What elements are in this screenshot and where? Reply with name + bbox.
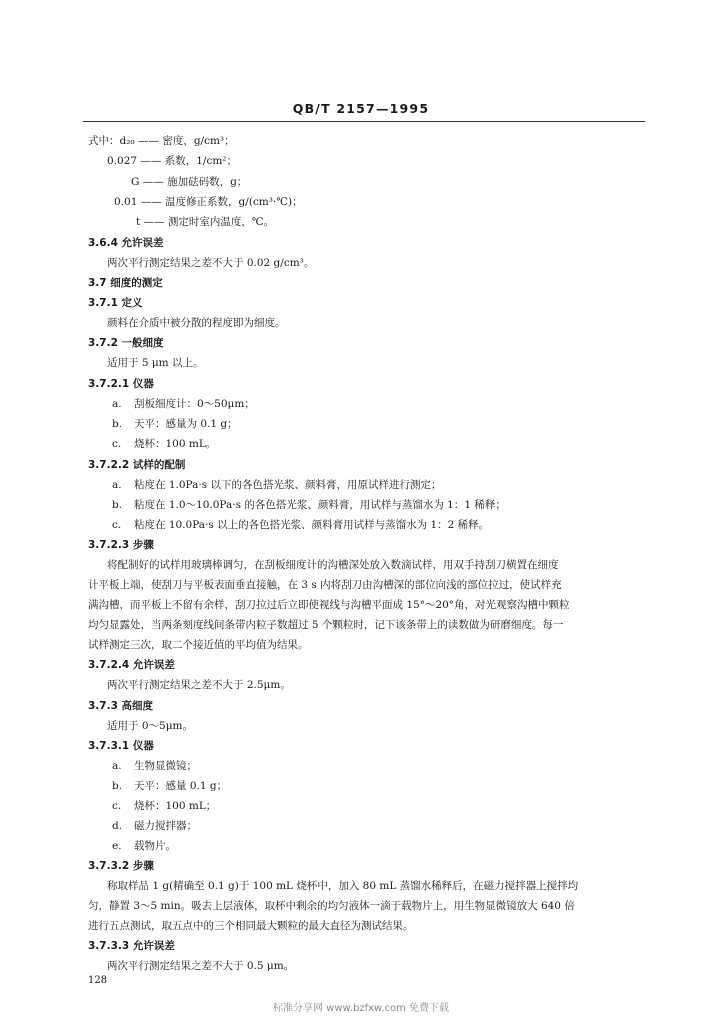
paragraph-line: 将配制好的试样用玻璃棒调匀，在刮板细度计的沟槽深处放入数滴试样，用双手持刮刀横置在细度: [107, 559, 559, 571]
var-line: 0.027 —— 系数，1/cm²；: [107, 155, 237, 167]
list-item: c. 烧杯：100 mL；: [112, 800, 217, 812]
paragraph-line: 称取样品 1 g(精确至 0.1 g)于 100 mL 烧杯中，加入 80 mL 蒸馏水稀释后，在磁力搅拌器上搅拌均: [107, 880, 579, 892]
section-heading: 3.7.1 定义: [88, 297, 143, 309]
list-item: d. 磁力搅拌器；: [112, 820, 197, 832]
section-heading: 3.7.3.1 仪器: [88, 740, 154, 752]
paragraph-line: 满沟槽，而平板上不留有余样，刮刀拉过后立即使视线与沟槽平面成 15°～20°角，对光观察沟槽中颗粒: [88, 599, 570, 611]
section-heading: 3.7.2.4 允许误差: [88, 659, 175, 671]
paragraph-line: 试样测定三次，取二个接近值的平均值为结果。: [88, 639, 309, 651]
list-item: c. 烧杯：100 mL。: [112, 438, 217, 450]
section-heading: 3.7.2 一般细度: [88, 337, 164, 349]
list-item: e. 载物片。: [112, 840, 176, 852]
var-line: 式中：d₂₀ —— 密度，g/cm³；: [88, 135, 235, 147]
list-item: a. 粘度在 1.0Pa·s 以下的各色搭光浆、颜料膏，用原试样进行测定；: [112, 479, 442, 491]
footer-watermark: 标准分享网 www.bzfxw.com 免费下载: [273, 1003, 449, 1014]
list-item: b. 天平：感量为 0.1 g；: [112, 418, 238, 430]
page-header: QB/T 2157—1995: [292, 101, 430, 116]
body-text: 两次平行测定结果之差不大于 2.5μm。: [107, 679, 291, 691]
section-heading: 3.7.2.1 仪器: [88, 378, 154, 390]
list-item: b. 天平：感量 0.1 g；: [112, 780, 228, 792]
body-text: 两次平行测定结果之差不大于 0.5 μm。: [107, 960, 295, 972]
var-line: G —— 施加砝码数，g；: [131, 176, 248, 188]
var-line: 0.01 —— 温度修正系数，g/(cm³·℃)；: [114, 196, 303, 208]
section-heading: 3.7.2.2 试样的配制: [88, 459, 186, 471]
var-line: t —— 测定时室内温度，℃。: [136, 216, 275, 228]
paragraph-line: 计平板上端，使刮刀与平板表面垂直接触，在 3 s 内将刮刀由沟槽深的部位向浅的部位拉过，使试样充: [88, 579, 562, 591]
list-item: c. 粘度在 10.0Pa·s 以上的各色搭光浆、颜料膏用试样与蒸馏水为 1：2 稀释。: [112, 519, 490, 531]
body-text: 颜料在介质中被分散的程度即为细度。: [107, 317, 286, 329]
body-text: 适用于 5 μm 以上。: [107, 357, 204, 369]
section-heading: 3.7 细度的测定: [88, 277, 163, 289]
list-item: a. 刮板细度计：0～50μm；: [112, 398, 255, 410]
header-rule: [83, 121, 645, 122]
body-text: 适用于 0～5μm。: [107, 720, 193, 732]
section-heading: 3.7.3.2 步骤: [88, 860, 154, 872]
paragraph-line: 均匀显露处，当两条刻度线间条带内粒子数超过 5 个颗粒时，记下该条带上的读数做为研磨细度。每一: [88, 619, 564, 631]
body-text: 两次平行测定结果之差不大于 0.02 g/cm³。: [107, 257, 315, 269]
section-heading: 3.7.3 高细度: [88, 700, 154, 712]
paragraph-line: 进行五点测试，取五点中的三个相同最大颗粒的最大直径为测试结果。: [88, 920, 414, 932]
section-heading: 3.7.3.3 允许误差: [88, 940, 175, 952]
section-heading: 3.7.2.3 步骤: [88, 539, 154, 551]
section-heading: 3.6.4 允许误差: [88, 237, 164, 249]
list-item: a. 生物显微镜；: [112, 760, 197, 772]
paragraph-line: 匀，静置 3～5 min。吸去上层液体，取杯中剩余的均匀液体一滴于载物片上，用生物显微镜放大 640 倍: [88, 900, 575, 912]
page-number: 128: [88, 975, 108, 986]
list-item: b. 粘度在 1.0～10.0Pa·s 的各色搭光浆、颜料膏，用试样与蒸馏水为 1：1 稀释；: [112, 499, 506, 511]
